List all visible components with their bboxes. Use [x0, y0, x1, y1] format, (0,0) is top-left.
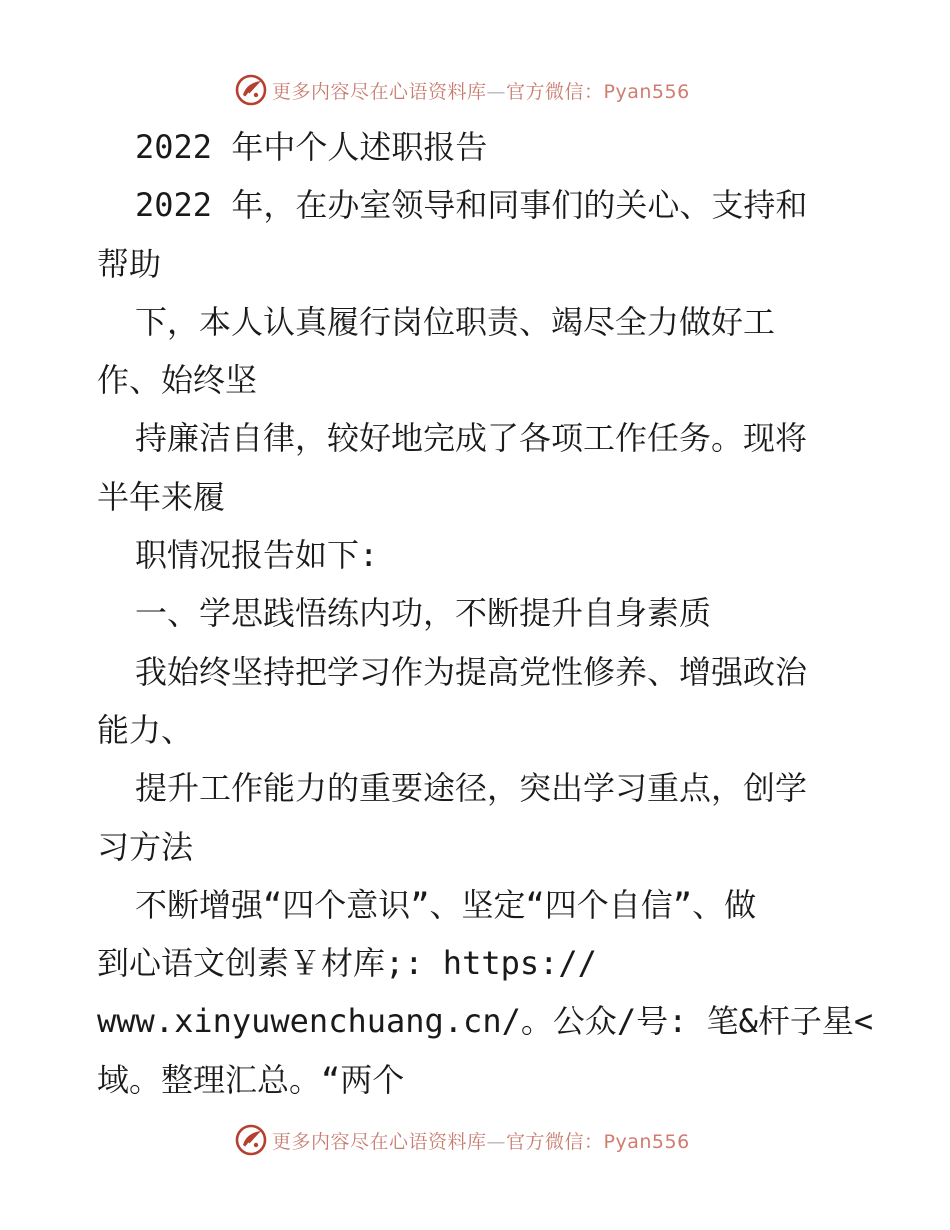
- footer-wechat-label: 官方微信：: [506, 1130, 604, 1153]
- document-line: 提升工作能力的重要途径，突出学习重点，创学: [135, 769, 808, 808]
- document-line: 半年来履: [97, 477, 226, 516]
- document-line: 2022 年，在办室领导和同事们的关心、支持和: [135, 186, 808, 225]
- document-line: 持廉洁自律，较好地完成了各项工作任务。现将: [135, 419, 808, 458]
- header-dash: —: [486, 80, 507, 103]
- brand-logo-icon: [234, 1123, 268, 1157]
- document-body: [97, 118, 874, 1109]
- document-line: 帮助: [97, 244, 162, 283]
- document-line: 下，本人认真履行岗位职责、竭尽全力做好工: [135, 302, 776, 341]
- footer-brand: 更多内容尽在心语资料库: [272, 1130, 487, 1153]
- footer-wechat-id: Pyan556: [603, 1130, 690, 1153]
- header-banner: [234, 72, 690, 108]
- header-banner-text: [272, 77, 690, 104]
- document-line: 不断增强“四个意识”、坚定“四个自信”、做: [135, 885, 757, 924]
- document-line: 我始终坚持把学习作为提高党性修养、增强政治: [135, 652, 808, 691]
- footer-banner: [234, 1122, 690, 1158]
- document-line: 职情况报告如下:: [135, 536, 379, 575]
- document-line: 域。整理汇总。“两个: [97, 1060, 405, 1099]
- document-line: 2022 年中个人述职报告: [135, 128, 488, 166]
- document-line: 能力、: [97, 710, 194, 749]
- brand-logo-icon: [234, 73, 268, 107]
- header-wechat-id: Pyan556: [603, 80, 690, 103]
- header-brand: 更多内容尽在心语资料库: [272, 80, 487, 103]
- document-line: 到心语文创素￥材库;: https://: [97, 944, 597, 983]
- document-line: 一、学思践悟练内功，不断提升自身素质: [135, 594, 712, 633]
- header-wechat-label: 官方微信：: [506, 80, 604, 103]
- footer-banner-text: [272, 1127, 690, 1154]
- footer-dash: —: [486, 1130, 507, 1153]
- document-line: www.xinyuwenchuang.cn/。公众/号: 笔&杆子星<: [97, 1002, 874, 1041]
- document-line: 作、始终坚: [97, 361, 258, 400]
- document-line: 习方法: [97, 827, 194, 866]
